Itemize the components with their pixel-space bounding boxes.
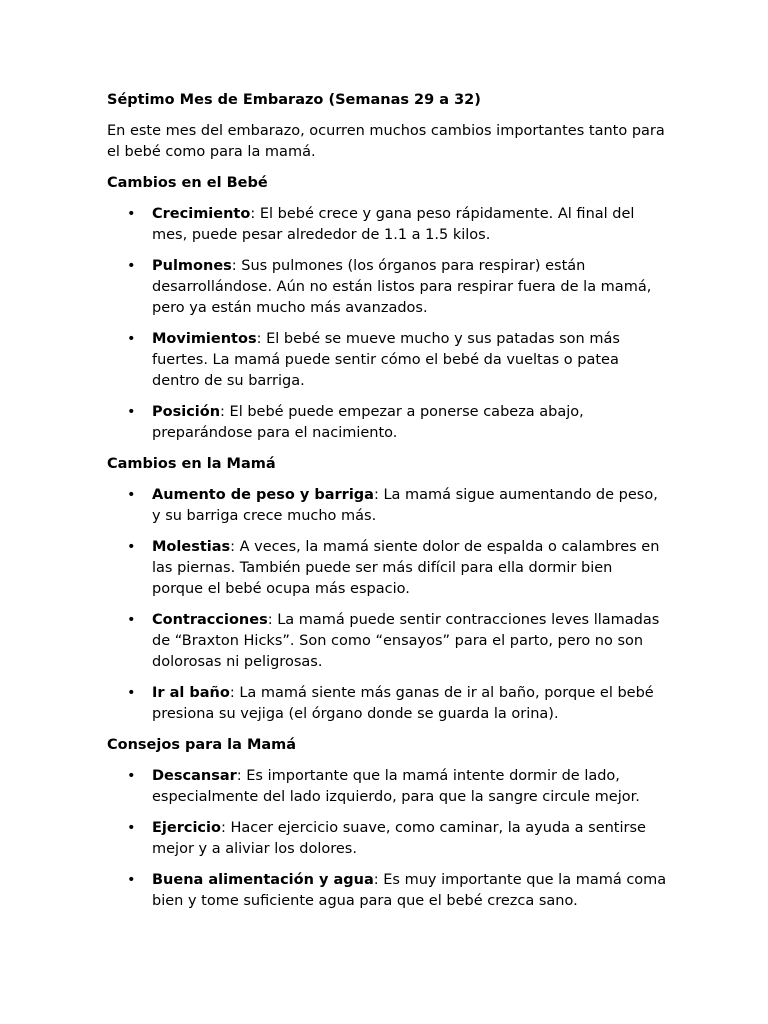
document-title: Séptimo Mes de Embarazo (Semanas 29 a 32)	[107, 92, 481, 108]
list-consejos	[107, 766, 668, 912]
bullet-icon: •	[127, 258, 136, 274]
list-item: • Movimientos: El bebé se mueve mucho y sus patadas son más fuertes. La mamá puede sentir cómo el bebé da vueltas o patea dentro de su barriga.	[127, 331, 620, 389]
bullet-icon: •	[127, 539, 136, 555]
list-item: • Molestias: A veces, la mamá siente dolor de espalda o calambres en las piernas. También puede ser más difícil para ella dormir bien porque el bebé ocupa más espacio.	[127, 539, 660, 597]
list-item: • Descansar: Es importante que la mamá intente dormir de lado, especialmente del lado izquierdo, para que la sangre circule mejor.	[127, 768, 640, 805]
list-item: • Pulmones: Sus pulmones (los órganos para respirar) están desarrollándose. Aún no están listos para respirar fuera de la mamá, pero ya están mucho más avanzados.	[127, 258, 652, 316]
section-heading-bebe: Cambios en el Bebé	[107, 175, 268, 191]
list-cambios-mama	[107, 485, 668, 725]
section-heading-consejos: Consejos para la Mamá	[107, 737, 297, 753]
bullet-icon: •	[127, 331, 136, 347]
list-item: • Buena alimentación y agua: Es muy importante que la mamá coma bien y tome suficiente agua para que el bebé crezca sano.	[127, 872, 667, 909]
list-item: • Aumento de peso y barriga: La mamá sigue aumentando de peso, y su barriga crece mucho más.	[127, 487, 658, 524]
bullet-icon: •	[127, 872, 136, 888]
bullet-icon: •	[127, 768, 136, 784]
intro-paragraph: En este mes del embarazo, ocurren muchos cambios importantes tanto para el bebé como para la mamá.	[107, 123, 665, 160]
bullet-icon: •	[127, 487, 136, 503]
list-cambios-bebe	[107, 204, 668, 444]
bullet-icon: •	[127, 685, 136, 701]
bullet-icon: •	[127, 820, 136, 836]
bullet-icon: •	[127, 612, 136, 628]
bullet-icon: •	[127, 206, 136, 222]
section-heading-mama: Cambios en la Mamá	[107, 456, 276, 472]
list-item: • Ir al baño: La mamá siente más ganas de ir al baño, porque el bebé presiona su vejiga (el órgano donde se guarda la orina).	[127, 685, 654, 722]
bullet-icon: •	[127, 404, 136, 420]
list-item: • Ejercicio: Hacer ejercicio suave, como caminar, la ayuda a sentirse mejor y a aliviar los dolores.	[127, 820, 646, 857]
list-item: • Crecimiento: El bebé crece y gana peso rápidamente. Al final del mes, puede pesar alrededor de 1.1 a 1.5 kilos.	[127, 206, 635, 243]
list-item: • Posición: El bebé puede empezar a ponerse cabeza abajo, preparándose para el nacimiento.	[127, 404, 584, 441]
list-item: • Contracciones: La mamá puede sentir contracciones leves llamadas de “Braxton Hicks”. Son como “ensayos” para el parto, pero no son dolorosas ni peligrosas.	[127, 612, 660, 670]
